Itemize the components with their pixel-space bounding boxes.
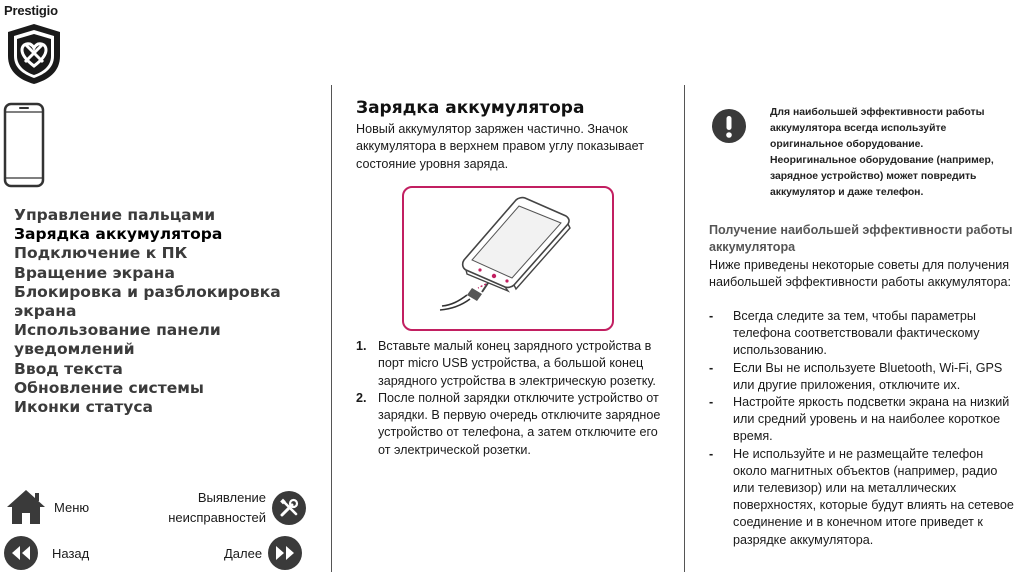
divider (684, 85, 685, 572)
divider (331, 85, 332, 572)
tip-text: Не используйте и не размещайте телефон около магнитных объектов (например, радио или телевизор) или на металлических поверхностях, которые будут влиять на сетевое соединение и в конечном итоге приведет к разрядке аккумулятора. (733, 446, 1014, 547)
toc-item-pc-connection[interactable]: Подключение к ПК (14, 244, 188, 263)
fast-forward-icon (268, 536, 302, 570)
step-number: 2. (356, 390, 367, 405)
toc-item-status-icons[interactable]: Иконки статуса (14, 398, 153, 417)
back-button[interactable] (4, 536, 89, 570)
charging-steps (356, 338, 666, 459)
table-of-contents (14, 206, 319, 417)
toc-item-touch[interactable]: Управление пальцами (14, 206, 216, 224)
tip-text: Если Вы не используете Bluetooth, Wi-Fi, GPS или другие приложения, отключите их. (733, 360, 1003, 392)
bullet-dash: - (709, 395, 714, 410)
charging-illustration (402, 186, 614, 331)
toc-item-text-input[interactable]: Ввод текста (14, 359, 123, 378)
phone-charging-icon (404, 188, 612, 329)
tips-list (709, 308, 1014, 549)
list-item (709, 394, 1014, 446)
menu-label: Меню (54, 499, 90, 515)
next-label: Далее (224, 545, 263, 561)
home-icon (4, 487, 48, 527)
prestigio-logo-icon (4, 22, 64, 86)
list-item (356, 390, 666, 459)
list-item (709, 308, 1014, 360)
troubleshooting-button[interactable] (156, 488, 306, 528)
page-title: Зарядка аккумулятора (356, 98, 585, 118)
rewind-icon (4, 536, 38, 570)
step-number: 1. (356, 339, 367, 353)
list-item (709, 360, 1014, 394)
toc-item-battery-charging[interactable]: Зарядка аккумулятора (14, 225, 223, 244)
next-button[interactable] (224, 536, 302, 570)
troubleshooting-label: Выявление неисправностей (168, 490, 266, 525)
back-label: Назад (52, 545, 90, 561)
tools-icon (272, 491, 306, 525)
menu-button[interactable] (4, 487, 89, 527)
list-item (709, 446, 1014, 549)
list-item (356, 338, 666, 390)
step-text: После полной зарядки отключите устройство от зарядки. В первую очередь отключите зарядное устройство от телефона, а затем отключите его от электрической розетки. (378, 390, 661, 457)
warning-icon (712, 109, 746, 143)
tip-text: Настройте яркость подсветки экрана на низкий или средний уровень и на наиболее короткое время. (733, 395, 1010, 444)
toc-item-notification-panel[interactable]: Использование панели уведомлений (14, 321, 221, 359)
warning-note: Для наибольшей эффективности работы аккумулятора всегда используйте оригинальное оборудование. Неоригинальное оборудование (например, зарядное устройство) может повредить аккумулятор и даже телефон. (770, 107, 994, 198)
bullet-dash: - (709, 446, 714, 461)
intro-text: Новый аккумулятор заряжен частично. Значок аккумулятора в верхнем правом углу показывает состояние уровня заряда. (356, 122, 644, 171)
step-text: Вставьте малый конец зарядного устройства в порт micro USB устройства, а большой конец зарядного устройства в электрическую розетку. (378, 339, 656, 388)
tips-intro: Ниже приведены некоторые советы для получения наибольшей эффективности работы аккумулятора: (709, 258, 1012, 290)
toc-item-system-update[interactable]: Обновление системы (14, 378, 204, 397)
toc-item-screen-rotation[interactable]: Вращение экрана (14, 263, 175, 282)
main-content (356, 98, 666, 173)
tips-heading: Получение наибольшей эффективности работы аккумулятора (709, 223, 1013, 254)
brand-name: Prestigio (4, 3, 58, 18)
toc-item-screen-lock[interactable]: Блокировка и разблокировка экрана (14, 282, 281, 321)
bullet-dash: - (709, 309, 714, 323)
phone-device-icon (2, 102, 46, 188)
tip-text: Всегда следите за тем, чтобы параметры телефона соответствовали фактическому использованию. (733, 309, 980, 358)
bullet-dash: - (709, 360, 714, 375)
